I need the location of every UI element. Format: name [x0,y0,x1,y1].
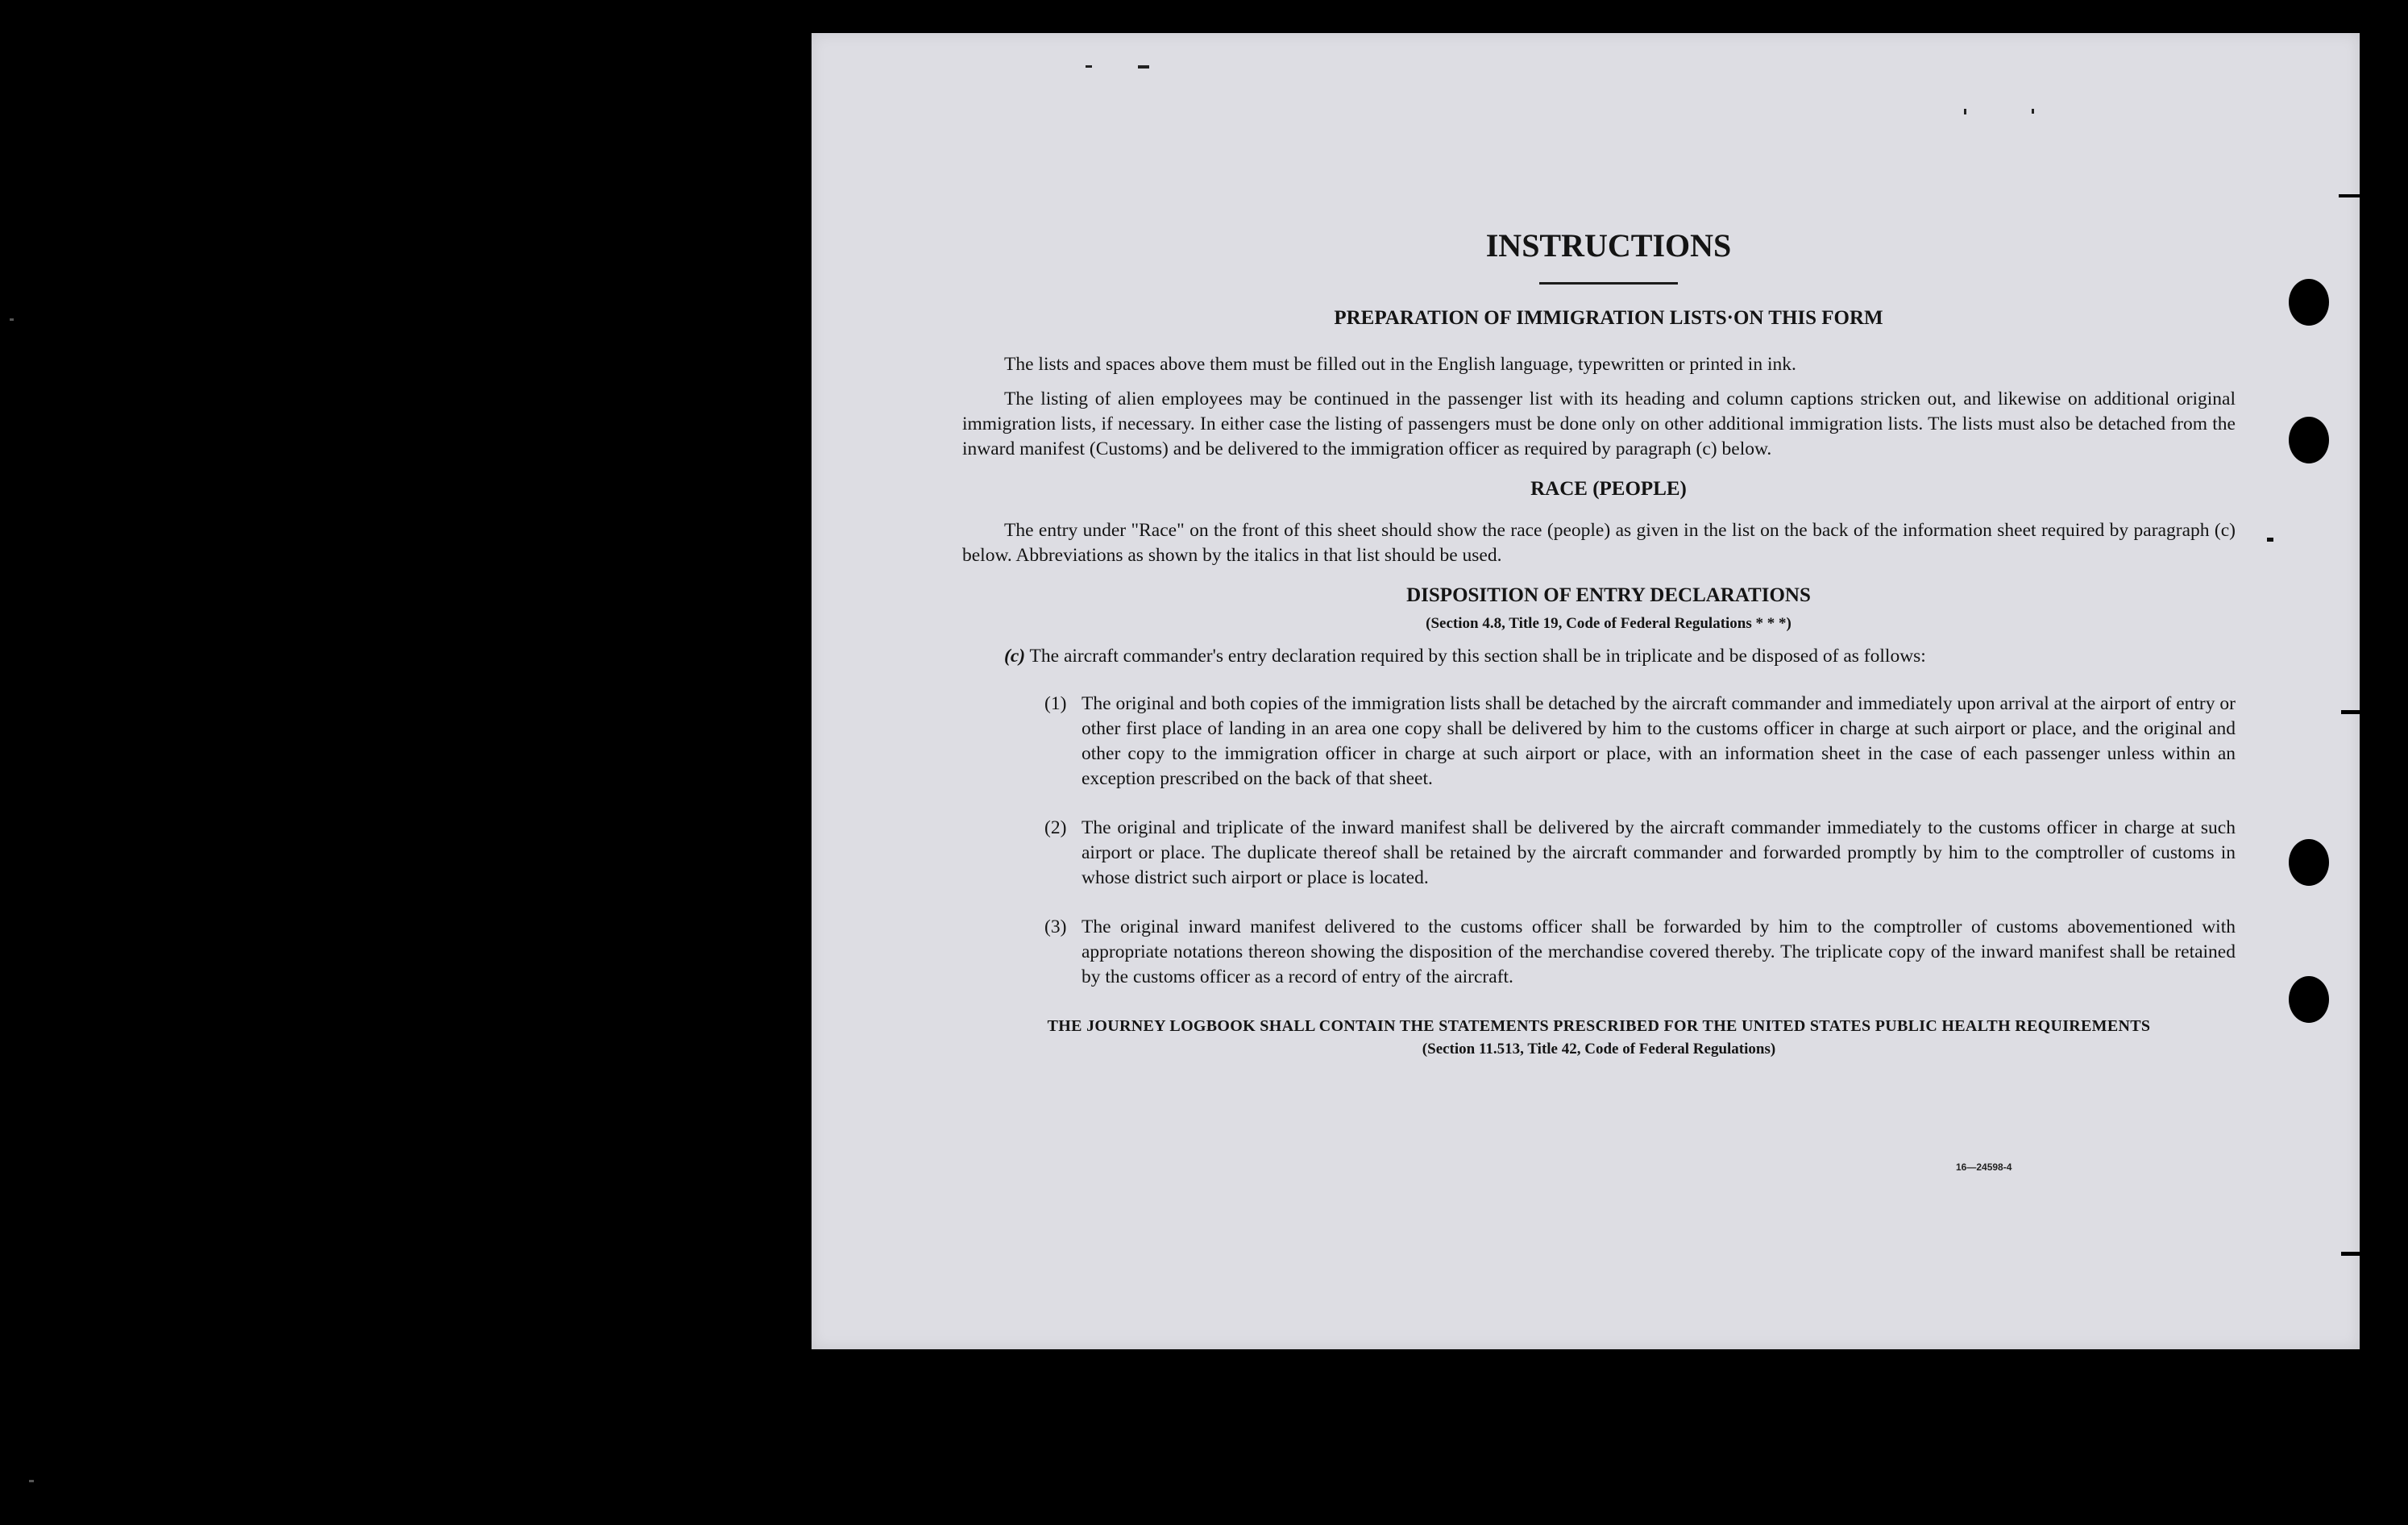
paragraph-marker: (c) [1004,646,1026,667]
punch-hole [2289,976,2329,1023]
journey-logbook-statement: THE JOURNEY LOGBOOK SHALL CONTAIN THE STATEMENTS PRESCRIBED FOR THE UNITED STATES PUBLIC HEALTH REQUIREMENTS [1047,1017,2151,1035]
disposition-intro-text: The aircraft commander's entry declaration required by this section shall be in triplicate and be disposed of as follows: [1029,646,1926,667]
punch-hole [2289,417,2329,463]
instructions-body [962,226,2236,1061]
page-title: INSTRUCTIONS [1485,227,1732,264]
title-underline [1539,282,1678,285]
journey-logbook-citation: (Section 11.513, Title 42, Code of Federal Regulations) [1422,1041,1776,1058]
scan-speck [2339,194,2360,197]
scan-speck [29,1480,34,1482]
item-number: (1) [1044,693,1067,714]
punch-hole [2289,279,2329,326]
preparation-paragraph-2: The listing of alien employees may be continued in the passenger list with its heading and column captions stricken out, and likewise on additional original immigration lists, if necessary. In either case the listing of passengers must be done only on other additional immigration lists. The lists must also be detached from the inward manifest (Customs) and be delivered to the immigration officer as required by paragraph (c) below. [962,389,2236,459]
scan-speck [2341,710,2360,714]
section-heading-race: RACE (PEOPLE) [1530,478,1687,500]
section-heading-disposition: DISPOSITION OF ENTRY DECLARATIONS [1406,584,1811,606]
item-text: The original and both copies of the immigration lists shall be detached by the aircraft commander and immediately upon arrival at the airport of entry or other first place of landing in an area one copy shall be delivered by him to the customs officer in charge at such airport or place, and the original and other copy to the immigration officer in charge at such airport or place, with an information sheet in the case of each passenger unless within an exception prescribed on the back of that sheet. [1082,693,2236,789]
disposition-intro [1004,644,2236,669]
disposition-item [1044,816,2236,891]
form-number: 16—24598-4 [1956,1161,2012,1173]
section-heading-preparation: PREPARATION OF IMMIGRATION LISTS·ON THIS FORM [1334,307,1883,329]
scan-speck [10,318,14,321]
scan-speck [1138,65,1149,69]
race-paragraph: The entry under "Race" on the front of this sheet should show the race (people) as given in the list on the back of the information sheet required by paragraph (c) below. Abbreviations as shown by the italics in that list should be used. [962,520,2236,566]
scan-speck [1086,65,1092,68]
item-text: The original and triplicate of the inward manifest shall be delivered by the aircraft commander immediately to the customs officer in charge at such airport or place. The duplicate thereof shall be retained by the aircraft commander and forwarded promptly by him to the comptroller of customs in whose district such airport or place is located. [1082,817,2236,888]
disposition-item [1044,692,2236,792]
scan-speck [2032,109,2034,114]
scan-speck [2267,538,2273,542]
scan-speck [1964,109,1966,114]
disposition-citation: (Section 4.8, Title 19, Code of Federal Regulations * * *) [1426,615,1791,632]
preparation-paragraph-1: The lists and spaces above them must be filled out in the English language, typewritten or printed in ink. [1004,354,1796,375]
document-page [812,33,2360,1349]
disposition-item [1044,915,2236,990]
item-text: The original inward manifest delivered to the customs officer shall be forwarded by him to the comptroller of customs abovementioned with appropriate notations thereon showing the disposition of the merchandise covered thereby. The triplicate copy of the inward manifest shall be retained by the customs officer as a record of entry of the aircraft. [1082,916,2236,987]
scan-speck [2341,1252,2360,1256]
punch-hole [2289,839,2329,886]
item-number: (3) [1044,916,1067,937]
item-number: (2) [1044,817,1067,838]
